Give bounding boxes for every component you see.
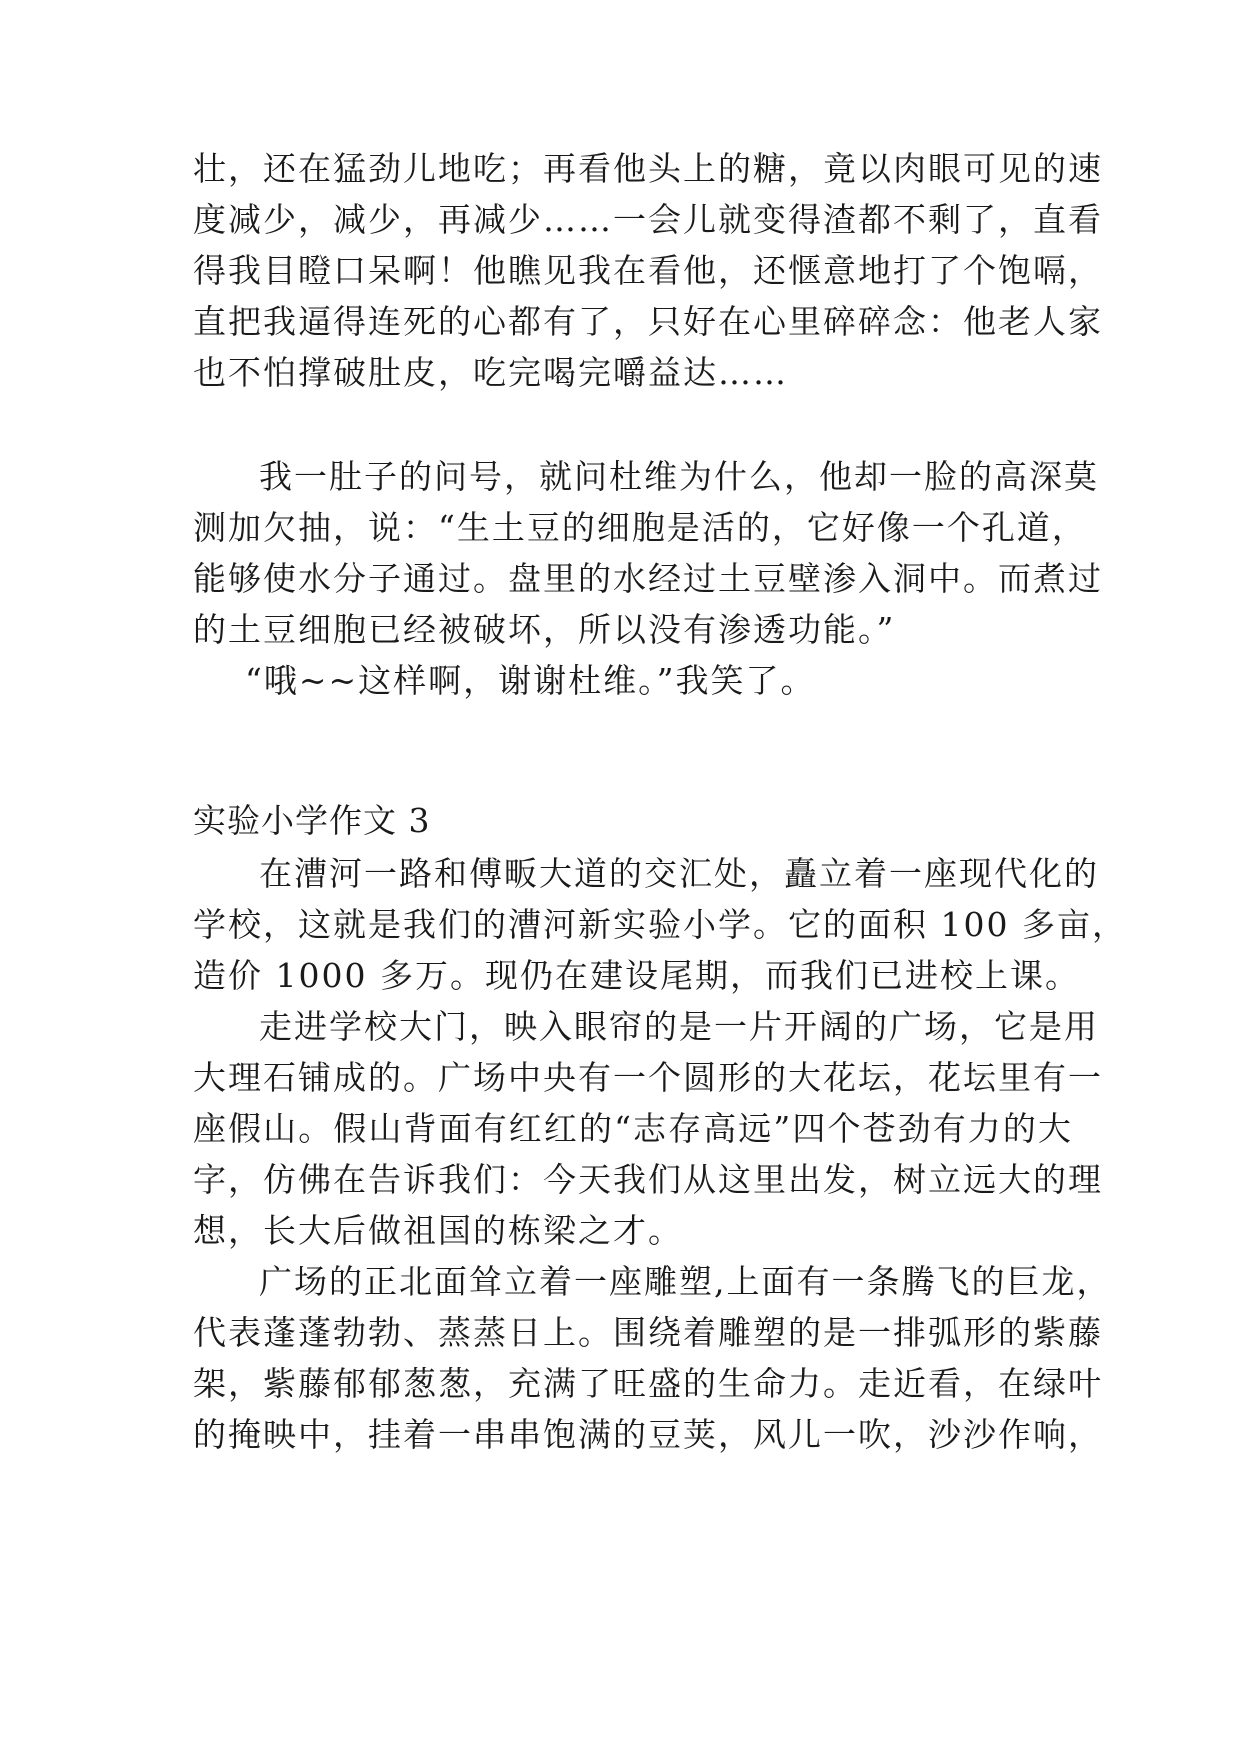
text-line: 架，紫藤郁郁葱葱，充满了旺盛的生命力。走近看，在绿叶 <box>193 1364 1103 1403</box>
text-line: 直把我逼得连死的心都有了，只好在心里碎碎念：他老人家 <box>193 302 1103 341</box>
text-line: 得我目瞪口呆啊！他瞧见我在看他，还惬意地打了个饱嗝， <box>193 251 1103 290</box>
text-line: 能够使水分子通过。盘里的水经过土豆壁渗入洞中。而煮过 <box>193 559 1103 598</box>
text-line: 的土豆细胞已经被破坏，所以没有渗透功能。” <box>193 610 896 649</box>
text-line: 度减少，减少，再减少……一会儿就变得渣都不剩了，直看 <box>193 200 1103 239</box>
text-line: 我一肚子的问号，就问杜维为什么，他却一脸的高深莫 <box>259 457 1099 496</box>
text-line: 的掩映中，挂着一串串饱满的豆荚，风儿一吹，沙沙作响， <box>193 1415 1103 1454</box>
text-line: 也不怕撑破肚皮，吃完喝完嚼益达…… <box>193 353 788 392</box>
text-line: 座假山。假山背面有红红的“志存高远”四个苍劲有力的大 <box>193 1109 1073 1148</box>
text-line: 走进学校大门，映入眼帘的是一片开阔的广场，它是用 <box>259 1007 1099 1046</box>
text-line: 代表蓬蓬勃勃、蒸蒸日上。围绕着雕塑的是一排弧形的紫藤 <box>193 1313 1103 1352</box>
section-heading: 实验小学作文 3 <box>193 801 431 840</box>
text-line: “哦~~这样啊，谢谢杜维。”我笑了。 <box>245 661 816 700</box>
text-line: 在漕河一路和傅畈大道的交汇处，矗立着一座现代化的 <box>259 854 1099 893</box>
text-line: 字，仿佛在告诉我们：今天我们从这里出发，树立远大的理 <box>193 1160 1103 1199</box>
text-line: 造价 1000 多万。现仍在建设尾期，而我们已进校上课。 <box>193 956 1080 995</box>
text-line: 学校，这就是我们的漕河新实验小学。它的面积 100 多亩， <box>193 905 1127 944</box>
text-line: 壮，还在猛劲儿地吃；再看他头上的糖，竟以肉眼可见的速 <box>193 149 1103 188</box>
text-line: 广场的正北面耸立着一座雕塑,上面有一条腾飞的巨龙， <box>259 1262 1112 1301</box>
text-line: 测加欠抽，说：“生土豆的细胞是活的，它好像一个孔道， <box>193 508 1087 547</box>
text-line: 大理石铺成的。广场中央有一个圆形的大花坛，花坛里有一 <box>193 1058 1103 1097</box>
text-line: 想，长大后做祖国的栋梁之才。 <box>193 1211 683 1250</box>
